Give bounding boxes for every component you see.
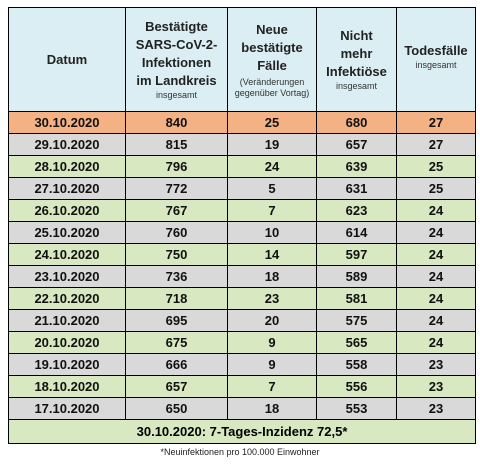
table-row <box>9 398 476 420</box>
cell-recovered: 614 <box>317 222 397 244</box>
table-row <box>9 376 476 398</box>
cell-recovered: 657 <box>317 134 397 156</box>
cell-deaths: 23 <box>397 376 476 398</box>
cell-deaths: 24 <box>397 332 476 354</box>
cell-new-cases: 24 <box>228 156 317 178</box>
table-row <box>9 200 476 222</box>
header-confirmed-line-2: SARS-CoV-2- <box>135 37 218 52</box>
table-row <box>9 288 476 310</box>
cell-new-cases: 9 <box>228 332 317 354</box>
cell-confirmed: 650 <box>126 398 228 420</box>
cell-recovered: 597 <box>317 244 397 266</box>
cell-new-cases: 25 <box>228 112 317 134</box>
cell-deaths: 23 <box>397 354 476 376</box>
cell-recovered: 581 <box>317 288 397 310</box>
header-new-cases <box>228 8 317 112</box>
cell-confirmed: 657 <box>126 376 228 398</box>
header-confirmed-line-1: Bestätigte <box>145 19 208 34</box>
footnote: *Neuinfektionen pro 100.000 Einwohner <box>160 447 320 457</box>
header-confirmed-line-3: Infektionen <box>141 55 212 70</box>
cell-date: 17.10.2020 <box>9 398 126 420</box>
table-row <box>9 112 476 134</box>
cell-date: 21.10.2020 <box>9 310 126 332</box>
cell-recovered: 639 <box>317 156 397 178</box>
cell-confirmed: 718 <box>126 288 228 310</box>
header-new-sub-line-2: gegenüber Vortag) <box>234 87 310 98</box>
header-deaths-label: Todesfälle <box>404 43 468 58</box>
cell-confirmed: 772 <box>126 178 228 200</box>
cell-recovered: 556 <box>317 376 397 398</box>
cell-new-cases: 10 <box>228 222 317 244</box>
cell-new-cases: 14 <box>228 244 317 266</box>
cell-date: 26.10.2020 <box>9 200 126 222</box>
cell-recovered: 589 <box>317 266 397 288</box>
cell-new-cases: 19 <box>228 134 317 156</box>
cell-confirmed: 736 <box>126 266 228 288</box>
incidence-summary: 30.10.2020: 7-Tages-Inzidenz 72,5* <box>9 420 476 444</box>
cell-date: 19.10.2020 <box>9 354 126 376</box>
header-confirmed <box>126 8 228 112</box>
cell-date: 23.10.2020 <box>9 266 126 288</box>
cell-confirmed: 796 <box>126 156 228 178</box>
header-deaths <box>397 8 476 112</box>
cell-date: 22.10.2020 <box>9 288 126 310</box>
cell-confirmed: 675 <box>126 332 228 354</box>
header-recovered-line-2: mehr <box>340 46 373 61</box>
header-new-sub-line-1: (Veränderungen <box>239 76 305 87</box>
cell-date: 25.10.2020 <box>9 222 126 244</box>
covid-statistics-table-container <box>8 7 475 444</box>
table-row <box>9 332 476 354</box>
header-recovered-line-3: Infektiöse <box>326 64 387 79</box>
table-row <box>9 156 476 178</box>
cell-new-cases: 5 <box>228 178 317 200</box>
header-date <box>9 8 126 112</box>
cell-confirmed: 767 <box>126 200 228 222</box>
cell-date: 27.10.2020 <box>9 178 126 200</box>
cell-deaths: 24 <box>397 266 476 288</box>
covid-statistics-table <box>8 7 476 444</box>
table-row <box>9 310 476 332</box>
cell-recovered: 623 <box>317 200 397 222</box>
table-row <box>9 178 476 200</box>
cell-deaths: 24 <box>397 244 476 266</box>
header-date-label: Datum <box>46 51 88 67</box>
cell-deaths: 27 <box>397 134 476 156</box>
cell-deaths: 24 <box>397 200 476 222</box>
table-row <box>9 244 476 266</box>
cell-date: 18.10.2020 <box>9 376 126 398</box>
cell-new-cases: 7 <box>228 376 317 398</box>
header-recovered-line-1: Nicht <box>340 28 373 43</box>
cell-new-cases: 18 <box>228 398 317 420</box>
header-recovered <box>317 8 397 112</box>
cell-recovered: 631 <box>317 178 397 200</box>
header-new-line-3: Fälle <box>257 57 287 73</box>
footer-row <box>9 420 476 444</box>
cell-deaths: 24 <box>397 310 476 332</box>
cell-confirmed: 695 <box>126 310 228 332</box>
cell-recovered: 575 <box>317 310 397 332</box>
cell-confirmed: 840 <box>126 112 228 134</box>
cell-recovered: 553 <box>317 398 397 420</box>
cell-deaths: 24 <box>397 222 476 244</box>
table-row <box>9 134 476 156</box>
cell-recovered: 558 <box>317 354 397 376</box>
cell-deaths: 23 <box>397 398 476 420</box>
header-row <box>9 8 476 112</box>
table-body <box>9 112 476 420</box>
cell-new-cases: 18 <box>228 266 317 288</box>
header-new-line-2: bestätigte <box>241 39 303 55</box>
cell-date: 24.10.2020 <box>9 244 126 266</box>
header-new-line-1: Neue <box>256 21 288 37</box>
cell-deaths: 25 <box>397 178 476 200</box>
cell-new-cases: 23 <box>228 288 317 310</box>
table-row <box>9 354 476 376</box>
cell-confirmed: 760 <box>126 222 228 244</box>
cell-date: 28.10.2020 <box>9 156 126 178</box>
cell-deaths: 25 <box>397 156 476 178</box>
cell-date: 20.10.2020 <box>9 332 126 354</box>
cell-new-cases: 20 <box>228 310 317 332</box>
header-deaths-sub: insgesamt <box>415 60 457 70</box>
cell-deaths: 24 <box>397 288 476 310</box>
cell-confirmed: 750 <box>126 244 228 266</box>
table-row <box>9 222 476 244</box>
cell-recovered: 565 <box>317 332 397 354</box>
cell-confirmed: 815 <box>126 134 228 156</box>
cell-recovered: 680 <box>317 112 397 134</box>
header-confirmed-sub: insgesamt <box>155 90 198 100</box>
cell-new-cases: 7 <box>228 200 317 222</box>
cell-new-cases: 9 <box>228 354 317 376</box>
cell-deaths: 27 <box>397 112 476 134</box>
table-row <box>9 266 476 288</box>
cell-date: 29.10.2020 <box>9 134 126 156</box>
cell-date: 30.10.2020 <box>9 112 126 134</box>
header-confirmed-line-4: im Landkreis <box>136 73 217 88</box>
cell-confirmed: 666 <box>126 354 228 376</box>
header-recovered-sub: insgesamt <box>335 81 378 91</box>
